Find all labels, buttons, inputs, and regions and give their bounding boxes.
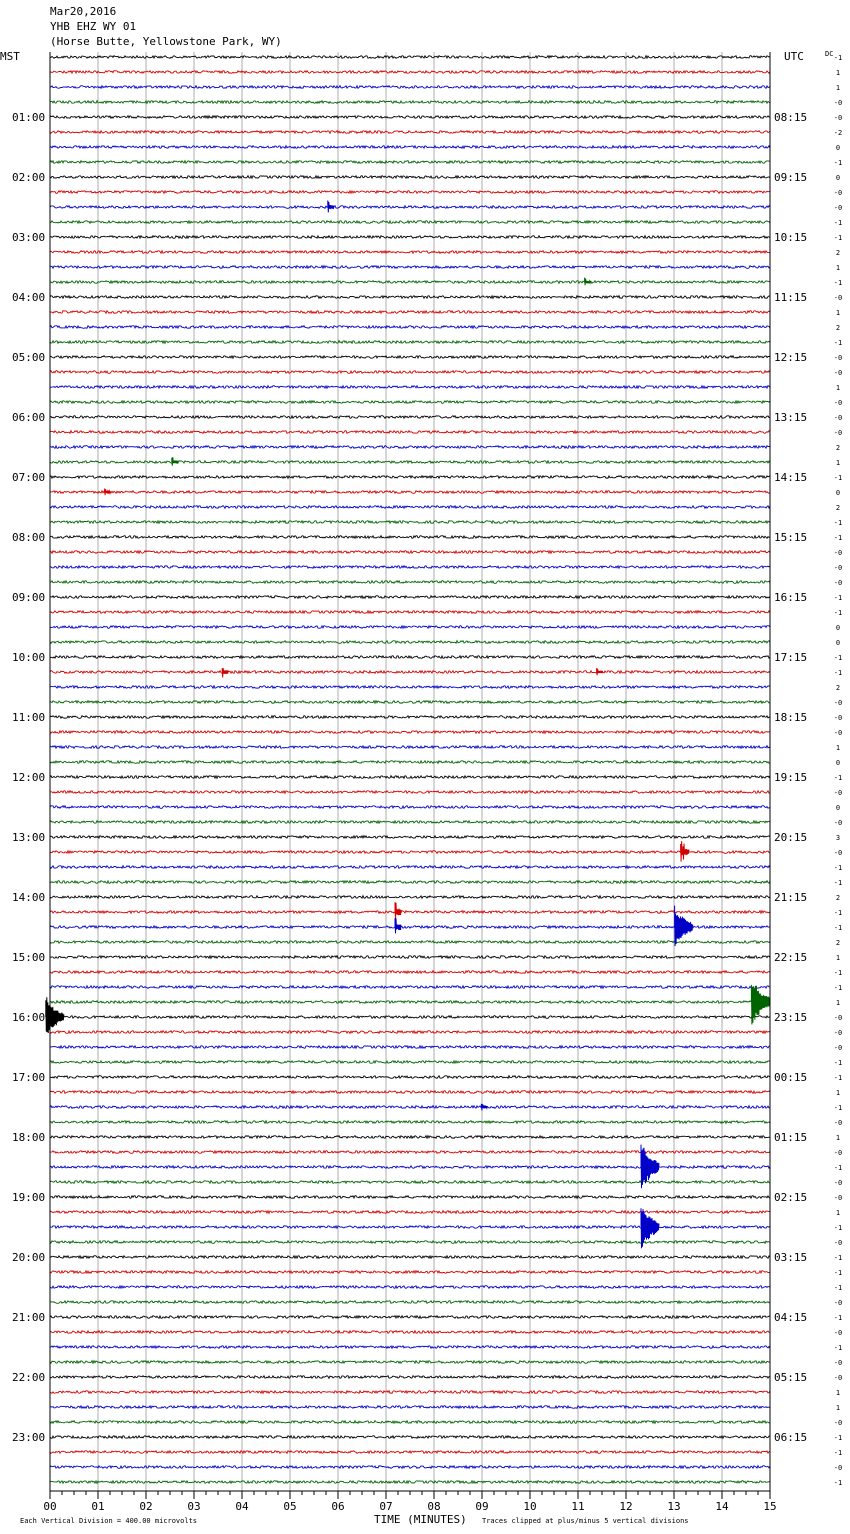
dc-offset-value: 2 bbox=[835, 444, 841, 452]
trace-row bbox=[50, 521, 770, 524]
trace-row bbox=[50, 206, 770, 209]
trace-row bbox=[50, 116, 770, 119]
dc-offset-value: -1 bbox=[833, 1254, 843, 1262]
x-tick-label: 03 bbox=[187, 1500, 201, 1513]
dc-offset-header: DC bbox=[825, 50, 834, 58]
x-tick-label: 13 bbox=[667, 1500, 681, 1513]
trace-row bbox=[50, 1106, 770, 1109]
trace-row bbox=[50, 641, 770, 644]
trace-row bbox=[50, 701, 770, 704]
dc-offset-value: -0 bbox=[833, 849, 843, 857]
dc-offset-value: -1 bbox=[833, 1434, 843, 1442]
trace-row bbox=[50, 656, 770, 659]
utc-hour-label: 11:15 bbox=[774, 291, 808, 304]
mst-hour-label: 06:00 bbox=[12, 411, 46, 424]
dc-offset-value: -0 bbox=[833, 1194, 843, 1202]
dc-offset-value: -1 bbox=[833, 534, 843, 542]
dc-offset-value: 0 bbox=[835, 144, 841, 152]
dc-offset-value: 1 bbox=[835, 744, 841, 752]
mst-hour-label: 01:00 bbox=[12, 111, 46, 124]
trace-row bbox=[50, 791, 770, 794]
dc-offset-value: 0 bbox=[835, 759, 841, 767]
dc-offset-value: -0 bbox=[833, 729, 843, 737]
utc-hour-label: 05:15 bbox=[774, 1371, 808, 1384]
dc-offset-value: -1 bbox=[833, 1269, 843, 1277]
header-date: Mar20,2016 bbox=[50, 5, 117, 18]
dc-offset-value: -1 bbox=[833, 1104, 843, 1112]
dc-offset-value: -1 bbox=[833, 774, 843, 782]
trace-row bbox=[50, 1136, 770, 1139]
mst-hour-label: 02:00 bbox=[12, 171, 46, 184]
plot-grid bbox=[50, 52, 770, 1491]
dc-offset-value: 2 bbox=[835, 894, 841, 902]
dc-offset-value: -1 bbox=[833, 1314, 843, 1322]
dc-offset-value: 0 bbox=[835, 804, 841, 812]
trace-row bbox=[50, 446, 770, 449]
dc-offset-value: -1 bbox=[833, 159, 843, 167]
trace-row bbox=[50, 491, 770, 494]
trace-row bbox=[50, 371, 770, 374]
mst-hour-label: 14:00 bbox=[12, 891, 46, 904]
trace-row bbox=[50, 1391, 770, 1394]
dc-offset-value: 1 bbox=[835, 1209, 841, 1217]
mst-hour-label: 09:00 bbox=[12, 591, 46, 604]
dc-offset-value: -0 bbox=[833, 699, 843, 707]
mst-hour-label: 04:00 bbox=[12, 291, 46, 304]
utc-hour-label: 09:15 bbox=[774, 171, 808, 184]
seismic-event bbox=[751, 985, 769, 1025]
dc-offset-value: 0 bbox=[835, 639, 841, 647]
trace-row bbox=[50, 1301, 770, 1304]
mst-hour-label: 22:00 bbox=[12, 1371, 46, 1384]
trace-row bbox=[50, 221, 770, 224]
dc-offset-value: -0 bbox=[833, 819, 843, 827]
dc-offset-value: 1 bbox=[835, 459, 841, 467]
dc-offset-value: -1 bbox=[833, 519, 843, 527]
footer-scale-note: Each Vertical Division = 400.00 microvolts bbox=[20, 1517, 198, 1525]
dc-offset-value: -0 bbox=[833, 1329, 843, 1337]
dc-offset-value: 1 bbox=[835, 264, 841, 272]
dc-offset-value: 1 bbox=[835, 1089, 841, 1097]
dc-offset-value: -1 bbox=[833, 219, 843, 227]
dc-offset-value: 2 bbox=[835, 249, 841, 257]
dc-offset-value: -1 bbox=[833, 1344, 843, 1352]
dc-offset-value: -0 bbox=[833, 414, 843, 422]
dc-offset-value: -1 bbox=[833, 1224, 843, 1232]
dc-offset-value: -0 bbox=[833, 789, 843, 797]
mst-hour-label: 03:00 bbox=[12, 231, 46, 244]
seismic-event bbox=[172, 457, 178, 466]
dc-offset-value: -1 bbox=[833, 54, 843, 62]
dc-offset-value: -1 bbox=[833, 1074, 843, 1082]
trace-row bbox=[50, 101, 770, 104]
trace-row bbox=[50, 1361, 770, 1364]
dc-offset-value: 1 bbox=[835, 69, 841, 77]
dc-offset-value: -0 bbox=[833, 564, 843, 572]
dc-offset-value: 0 bbox=[835, 624, 841, 632]
mst-hour-label: 21:00 bbox=[12, 1311, 46, 1324]
trace-row bbox=[50, 1076, 770, 1079]
x-tick-label: 14 bbox=[715, 1500, 729, 1513]
trace-row bbox=[50, 851, 770, 854]
trace-row bbox=[50, 941, 770, 944]
dc-offset-value: -1 bbox=[833, 654, 843, 662]
mst-hour-label: 18:00 bbox=[12, 1131, 46, 1144]
utc-hour-label: 02:15 bbox=[774, 1191, 808, 1204]
trace-row bbox=[50, 1016, 770, 1019]
trace-row bbox=[50, 1121, 770, 1124]
dc-offset-value: -1 bbox=[833, 609, 843, 617]
dc-offset-value: -1 bbox=[833, 1059, 843, 1067]
dc-offset-value: -0 bbox=[833, 1299, 843, 1307]
trace-row bbox=[50, 776, 770, 779]
dc-offset-value: 0 bbox=[835, 174, 841, 182]
dc-offset-value: -1 bbox=[833, 1284, 843, 1292]
dc-offset-value: -1 bbox=[833, 879, 843, 887]
x-axis-title: TIME (MINUTES) bbox=[374, 1513, 467, 1526]
trace-row bbox=[50, 161, 770, 164]
trace-row bbox=[50, 476, 770, 479]
utc-hour-label: 08:15 bbox=[774, 111, 808, 124]
trace-row bbox=[50, 956, 770, 959]
trace-row bbox=[50, 416, 770, 419]
mst-hour-label: 13:00 bbox=[12, 831, 46, 844]
trace-row bbox=[50, 716, 770, 719]
utc-hour-label: 21:15 bbox=[774, 891, 808, 904]
mst-hour-label: 05:00 bbox=[12, 351, 46, 364]
trace-row bbox=[50, 1481, 770, 1484]
trace-row bbox=[50, 626, 770, 629]
dc-offset-value: -1 bbox=[833, 1479, 843, 1487]
x-tick-label: 08 bbox=[427, 1500, 441, 1513]
dc-offset-value: -1 bbox=[833, 339, 843, 347]
utc-hour-label: 14:15 bbox=[774, 471, 808, 484]
trace-row bbox=[50, 911, 770, 914]
dc-offset-value: 1 bbox=[835, 1389, 841, 1397]
mst-hour-label: 19:00 bbox=[12, 1191, 46, 1204]
x-tick-label: 04 bbox=[235, 1500, 249, 1513]
dc-offset-value: -0 bbox=[833, 1149, 843, 1157]
dc-offset-value: -0 bbox=[833, 204, 843, 212]
trace-row bbox=[50, 1151, 770, 1154]
trace-row bbox=[50, 1286, 770, 1289]
trace-row bbox=[50, 131, 770, 134]
dc-offset-value: -0 bbox=[833, 1464, 843, 1472]
utc-hour-label: 10:15 bbox=[774, 231, 808, 244]
trace-row bbox=[50, 296, 770, 299]
trace-row bbox=[50, 461, 770, 464]
dc-offset-value: -1 bbox=[833, 984, 843, 992]
dc-offset-value: -0 bbox=[833, 399, 843, 407]
dc-offset-value: -0 bbox=[833, 1359, 843, 1367]
utc-hour-label: 16:15 bbox=[774, 591, 808, 604]
trace-row bbox=[50, 1046, 770, 1049]
seismic-event bbox=[222, 668, 228, 677]
trace-row bbox=[50, 836, 770, 839]
utc-hour-label: 13:15 bbox=[774, 411, 808, 424]
seismic-event bbox=[597, 668, 603, 675]
trace-row bbox=[50, 1376, 770, 1379]
dc-offset-value: -1 bbox=[833, 234, 843, 242]
left-timezone-label: MST bbox=[0, 50, 20, 63]
dc-offset-value: -0 bbox=[833, 189, 843, 197]
x-tick-label: 07 bbox=[379, 1500, 393, 1513]
trace-row bbox=[50, 326, 770, 329]
trace-row bbox=[50, 86, 770, 89]
trace-row bbox=[50, 71, 770, 74]
trace-row bbox=[50, 986, 770, 989]
seismic-event bbox=[105, 489, 111, 496]
mst-hour-label: 23:00 bbox=[12, 1431, 46, 1444]
trace-row bbox=[50, 1436, 770, 1439]
mst-hour-label: 10:00 bbox=[12, 651, 46, 664]
utc-hour-label: 06:15 bbox=[774, 1431, 808, 1444]
trace-row bbox=[50, 1031, 770, 1034]
trace-row bbox=[50, 266, 770, 269]
dc-offset-value: -0 bbox=[833, 1014, 843, 1022]
trace-row bbox=[50, 761, 770, 764]
trace-row bbox=[50, 821, 770, 824]
trace-row bbox=[50, 971, 770, 974]
x-tick-label: 06 bbox=[331, 1500, 345, 1513]
mst-hour-label: 15:00 bbox=[12, 951, 46, 964]
trace-row bbox=[50, 1091, 770, 1094]
dc-offset-value: 1 bbox=[835, 1134, 841, 1142]
utc-hour-label: 15:15 bbox=[774, 531, 808, 544]
trace-row bbox=[50, 1406, 770, 1409]
trace-row bbox=[50, 1421, 770, 1424]
utc-hour-label: 03:15 bbox=[774, 1251, 808, 1264]
dc-offset-value: -1 bbox=[833, 1449, 843, 1457]
dc-offset-value: 0 bbox=[835, 489, 841, 497]
x-tick-label: 10 bbox=[523, 1500, 537, 1513]
x-tick-label: 02 bbox=[139, 1500, 153, 1513]
trace-row bbox=[50, 311, 770, 314]
trace-row bbox=[50, 926, 770, 929]
seismic-event bbox=[585, 278, 591, 286]
trace-row bbox=[50, 1196, 770, 1199]
dc-offset-value: 2 bbox=[835, 939, 841, 947]
dc-offset-value: -0 bbox=[833, 1374, 843, 1382]
trace-row bbox=[50, 56, 770, 59]
x-tick-label: 05 bbox=[283, 1500, 297, 1513]
dc-offset-value: 2 bbox=[835, 324, 841, 332]
mst-hour-label: 07:00 bbox=[12, 471, 46, 484]
trace-row bbox=[50, 401, 770, 404]
dc-offset-value: -1 bbox=[833, 474, 843, 482]
utc-hour-label: 01:15 bbox=[774, 1131, 808, 1144]
dc-offset-value: 1 bbox=[835, 84, 841, 92]
trace-row bbox=[50, 686, 770, 689]
x-tick-label: 00 bbox=[43, 1500, 57, 1513]
trace-row bbox=[50, 611, 770, 614]
dc-offset-value: -2 bbox=[833, 129, 843, 137]
trace-row bbox=[50, 386, 770, 389]
dc-offset-value: 1 bbox=[835, 1404, 841, 1412]
dc-offset-value: -0 bbox=[833, 114, 843, 122]
utc-hour-label: 23:15 bbox=[774, 1011, 808, 1024]
dc-offset-value: -1 bbox=[833, 1164, 843, 1172]
utc-hour-label: 12:15 bbox=[774, 351, 808, 364]
utc-hour-label: 04:15 bbox=[774, 1311, 808, 1324]
right-timezone-label: UTC bbox=[784, 50, 804, 63]
x-tick-label: 09 bbox=[475, 1500, 489, 1513]
trace-row bbox=[50, 176, 770, 179]
dc-offset-value: -0 bbox=[833, 294, 843, 302]
trace-row bbox=[50, 806, 770, 809]
trace-row bbox=[50, 881, 770, 884]
seismic-event bbox=[481, 1104, 487, 1111]
header-station: YHB EHZ WY 01 bbox=[50, 20, 137, 33]
x-tick-label: 15 bbox=[763, 1500, 777, 1513]
mst-hour-label: 16:00 bbox=[12, 1011, 46, 1024]
utc-hour-label: 20:15 bbox=[774, 831, 808, 844]
dc-offset-value: -1 bbox=[833, 969, 843, 977]
trace-row bbox=[50, 251, 770, 254]
trace-row bbox=[50, 431, 770, 434]
dc-offset-value: 3 bbox=[835, 834, 841, 842]
trace-row bbox=[50, 1466, 770, 1469]
trace-row bbox=[50, 746, 770, 749]
dc-offset-value: -1 bbox=[833, 669, 843, 677]
trace-row bbox=[50, 341, 770, 344]
dc-offset-value: 1 bbox=[835, 999, 841, 1007]
x-tick-label: 01 bbox=[91, 1500, 105, 1513]
trace-row bbox=[50, 506, 770, 509]
trace-row bbox=[50, 1181, 770, 1184]
footer-clip-note: Traces clipped at plus/minus 5 vertical divisions bbox=[482, 1517, 689, 1525]
dc-offset-value: -0 bbox=[833, 99, 843, 107]
trace-row bbox=[50, 1001, 770, 1004]
dc-offset-value: -0 bbox=[833, 1044, 843, 1052]
dc-offset-value: -1 bbox=[833, 864, 843, 872]
trace-row bbox=[50, 596, 770, 599]
trace-row bbox=[50, 1211, 770, 1214]
dc-offset-value: 1 bbox=[835, 954, 841, 962]
utc-hour-label: 19:15 bbox=[774, 771, 808, 784]
dc-offset-value: -0 bbox=[833, 1419, 843, 1427]
trace-row bbox=[50, 1226, 770, 1229]
trace-row bbox=[50, 536, 770, 539]
trace-row bbox=[50, 1241, 770, 1244]
dc-offset-value: -0 bbox=[833, 549, 843, 557]
dc-offset-value: 1 bbox=[835, 384, 841, 392]
trace-row bbox=[50, 1166, 770, 1169]
mst-hour-label: 11:00 bbox=[12, 711, 46, 724]
trace-row bbox=[50, 866, 770, 869]
dc-offset-value: -0 bbox=[833, 1239, 843, 1247]
dc-offset-value: -0 bbox=[833, 1029, 843, 1037]
dc-offset-value: -0 bbox=[833, 1179, 843, 1187]
trace-row bbox=[50, 731, 770, 734]
utc-hour-label: 00:15 bbox=[774, 1071, 808, 1084]
trace-row bbox=[50, 896, 770, 899]
dc-offset-value: 2 bbox=[835, 684, 841, 692]
trace-row bbox=[50, 566, 770, 569]
trace-row bbox=[50, 581, 770, 584]
seismic-event bbox=[328, 201, 334, 213]
trace-row bbox=[50, 671, 770, 674]
trace-row bbox=[50, 1316, 770, 1319]
mst-hour-label: 17:00 bbox=[12, 1071, 46, 1084]
trace-row bbox=[50, 356, 770, 359]
trace-row bbox=[50, 281, 770, 284]
dc-offset-value: -0 bbox=[833, 714, 843, 722]
dc-offset-value: -1 bbox=[833, 279, 843, 287]
trace-row bbox=[50, 236, 770, 239]
trace-row bbox=[50, 1271, 770, 1274]
trace-row bbox=[50, 1256, 770, 1259]
dc-offset-value: -0 bbox=[833, 579, 843, 587]
trace-row bbox=[50, 146, 770, 149]
plot-axes bbox=[43, 52, 776, 1513]
utc-hour-label: 18:15 bbox=[774, 711, 808, 724]
trace-row bbox=[50, 191, 770, 194]
utc-hour-label: 17:15 bbox=[774, 651, 808, 664]
seismic-event bbox=[395, 918, 401, 933]
seismic-traces bbox=[46, 56, 770, 1484]
dc-offset-value: -0 bbox=[833, 354, 843, 362]
seismic-event bbox=[683, 844, 689, 860]
dc-offset-value: -0 bbox=[833, 429, 843, 437]
x-tick-label: 11 bbox=[571, 1500, 585, 1513]
dc-offset-value: -1 bbox=[833, 594, 843, 602]
mst-hour-label: 12:00 bbox=[12, 771, 46, 784]
dc-offset-value: -1 bbox=[833, 924, 843, 932]
x-tick-label: 12 bbox=[619, 1500, 633, 1513]
trace-row bbox=[50, 1451, 770, 1454]
dc-offset-value: 2 bbox=[835, 504, 841, 512]
dc-offset-value: -0 bbox=[833, 369, 843, 377]
trace-row bbox=[50, 1346, 770, 1349]
dc-offset-value: -1 bbox=[833, 909, 843, 917]
dc-offset-value: -0 bbox=[833, 1119, 843, 1127]
header-location: (Horse Butte, Yellowstone Park, WY) bbox=[50, 35, 282, 48]
utc-hour-label: 22:15 bbox=[774, 951, 808, 964]
mst-hour-label: 20:00 bbox=[12, 1251, 46, 1264]
trace-row bbox=[50, 551, 770, 554]
trace-row bbox=[50, 1331, 770, 1334]
mst-hour-label: 08:00 bbox=[12, 531, 46, 544]
dc-offset-value: 1 bbox=[835, 309, 841, 317]
trace-row bbox=[50, 1061, 770, 1064]
